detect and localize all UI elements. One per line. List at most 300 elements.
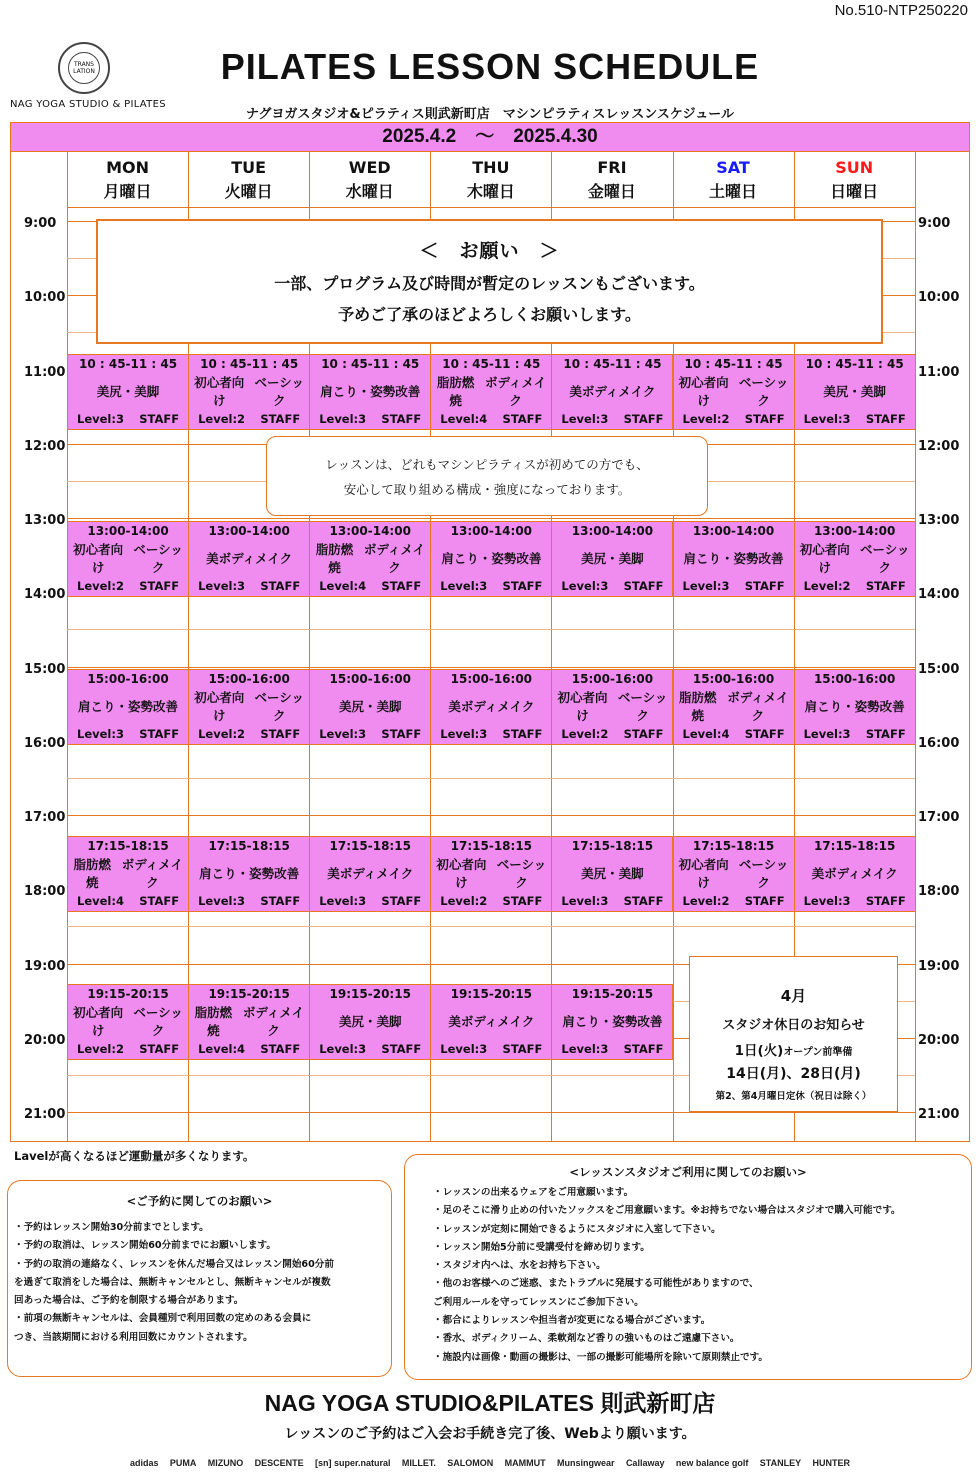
lesson-time: 10 : 45-11 : 45 (563, 357, 662, 371)
lesson-name-line: ボディメイク (727, 690, 789, 723)
studio-rules-title: <レッスンスタジオご利用に関してのお願い> (569, 1165, 807, 1179)
lesson-time: 10 : 45-11 : 45 (200, 357, 299, 371)
lesson-time: 17:15-18:15 (208, 839, 290, 853)
lesson-name (674, 539, 794, 579)
holiday-day1-note: オープン前準備 (783, 1047, 853, 1058)
lesson-name (189, 1002, 309, 1042)
time-label-right: 16:00 (918, 735, 960, 751)
lesson-staff: STAFF (502, 1042, 543, 1056)
info-line-2: 安心して取り組める構成・強度になっております。 (343, 482, 631, 497)
lesson-name-line: ベーシック (496, 857, 547, 890)
time-label-left: 15:00 (24, 661, 66, 677)
lesson-block (430, 836, 552, 912)
note-line: を過ぎて取消をした場合は、無断キャンセルとし、無断キャンセルが複数 (14, 1276, 331, 1288)
note-line: つき、当該期間における利用回数にカウントされます。 (14, 1331, 253, 1343)
lesson-time: 13:00-14:00 (208, 524, 290, 538)
lesson-staff: STAFF (502, 412, 543, 426)
lesson-block (430, 354, 552, 430)
lesson-name (68, 687, 188, 727)
lesson-level: Level:3 (319, 894, 367, 908)
reservation-title: <ご予約に関してのお願い> (126, 1194, 273, 1208)
lesson-time: 15:00-16:00 (329, 672, 411, 686)
day-header-jp-tue: 火曜日 (224, 182, 273, 201)
lesson-name (310, 539, 430, 579)
lesson-name-line: 美尻・美脚 (96, 384, 160, 399)
holiday-day1: 1日(火) (734, 1043, 784, 1059)
lesson-staff: STAFF (381, 412, 422, 426)
lesson-staff: STAFF (623, 894, 664, 908)
studio-rules-list (405, 1184, 971, 1367)
lesson-block (309, 836, 431, 912)
lesson-time: 10 : 45-11 : 45 (684, 357, 783, 371)
time-label-right: 18:00 (918, 884, 960, 900)
note-line: ・足のそこに滑り止めの付いたソックスをご用意願います。※お持ちでない場合はスタジオで購入可能です。 (433, 1205, 901, 1217)
lesson-name-line: 美尻・美脚 (823, 384, 886, 399)
lesson-level: Level:4 (440, 412, 488, 426)
brand-logo: new balance golf (675, 1458, 749, 1468)
lesson-block (188, 354, 310, 430)
brand-logos (130, 1446, 850, 1480)
lesson-block (551, 354, 673, 430)
day-header-en-mon: MON (106, 158, 149, 177)
lesson-block (309, 984, 431, 1060)
lesson-block (188, 836, 310, 912)
grid-row-line (67, 1112, 915, 1113)
lesson-block (551, 669, 673, 745)
lesson-level: Level:3 (319, 1042, 367, 1056)
lesson-staff: STAFF (623, 727, 664, 741)
lesson-level: Level:3 (77, 727, 124, 741)
lesson-name-line: 初心者向け (799, 542, 850, 575)
time-label-left: 16:00 (24, 735, 66, 751)
time-label-left: 17:00 (24, 810, 66, 825)
lesson-staff: STAFF (865, 579, 906, 593)
holiday-rule: 第2、第4月曜日定休（祝日は除く） (715, 1091, 872, 1102)
lesson-time: 19:15-20:15 (571, 987, 654, 1001)
lesson-name-line: 初心者向け (678, 857, 729, 890)
lesson-name-line: ベーシック (860, 542, 910, 575)
lesson-staff: STAFF (139, 412, 180, 426)
brand-logo: DESCENTE (254, 1458, 304, 1468)
lesson-block (67, 354, 189, 430)
lesson-level: Level:3 (198, 579, 246, 593)
lesson-name-line: ベーシック (254, 375, 305, 408)
lesson-name-line: 美尻・美脚 (338, 1014, 402, 1029)
lesson-name-line: 美ボディメイク (448, 1014, 535, 1029)
lesson-name (189, 539, 309, 579)
lesson-name-line: 美ボディメイク (811, 866, 898, 881)
day-header-en-thu: THU (472, 158, 510, 177)
lesson-level: Level:2 (198, 412, 246, 426)
note-line: ・予約の取消の連絡なく、レッスンを休んだ場合又はレッスン開始60分前 (14, 1258, 334, 1270)
reservation-box (7, 1180, 392, 1377)
lesson-name-line: 美ボディメイク (206, 551, 293, 566)
lesson-block (430, 984, 552, 1060)
lesson-time: 13:00-14:00 (692, 524, 775, 538)
time-label-left: 10:00 (24, 290, 66, 306)
lesson-block (188, 984, 310, 1060)
grid-row-line (67, 629, 915, 630)
time-label-left: 11:00 (24, 364, 66, 380)
notice-box (96, 219, 883, 344)
lesson-time: 15:00-16:00 (208, 672, 290, 686)
lesson-staff: STAFF (139, 1042, 180, 1056)
lesson-time: 13:00-14:00 (450, 524, 533, 538)
studio-rules-box (404, 1154, 972, 1380)
holiday-notice (689, 956, 898, 1112)
lesson-staff: STAFF (260, 894, 301, 908)
lesson-level: Level:3 (561, 579, 609, 593)
lesson-name-line: 初心者向け (678, 375, 729, 408)
lesson-staff: STAFF (381, 894, 422, 908)
lesson-level: Level:2 (77, 1042, 124, 1056)
brand-logo: PUMA (169, 1458, 197, 1468)
time-label-left: 20:00 (24, 1032, 66, 1048)
lesson-name-line: 脂肪燃焼 (194, 1005, 233, 1038)
lesson-time: 10 : 45-11 : 45 (805, 357, 904, 371)
day-header-jp-sat: 土曜日 (709, 182, 758, 201)
note-line: ・レッスンが定刻に開始できるようにスタジオに入室して下さい。 (433, 1223, 721, 1235)
lesson-name-line: 美尻・美脚 (338, 699, 402, 714)
lesson-block (673, 669, 795, 745)
lesson-name-line: 脂肪燃焼 (73, 857, 112, 890)
time-label-left: 19:00 (24, 958, 66, 974)
brand-logo: SALOMON (447, 1458, 494, 1468)
lesson-name (431, 687, 551, 727)
lesson-time: 17:15-18:15 (450, 839, 533, 853)
lesson-level: Level:3 (319, 727, 367, 741)
lesson-time: 15:00-16:00 (692, 672, 775, 686)
brand-logo: STANLEY (759, 1458, 802, 1468)
lesson-name-line: 肩こり・姿勢改善 (562, 1014, 663, 1029)
lesson-name (795, 372, 915, 412)
time-label-right: 21:00 (918, 1107, 960, 1122)
holiday-days2: 14日(月)、28日(月) (726, 1066, 861, 1082)
lesson-block (188, 669, 310, 745)
notice-line-1: 一部、プログラム及び時間が暫定のレッスンもございます。 (274, 274, 705, 293)
lesson-staff: STAFF (502, 579, 543, 593)
grid-header-line (67, 207, 915, 208)
grid-row-line (67, 778, 915, 779)
lesson-level: Level:3 (440, 579, 488, 593)
lesson-name-line: 初心者向け (194, 690, 245, 723)
lesson-level: Level:4 (682, 727, 730, 741)
lesson-name-line: ベーシック (738, 857, 789, 890)
lesson-level: Level:2 (440, 894, 488, 908)
note-line: ・レッスン開始5分前に受講受付を締め切ります。 (433, 1241, 650, 1253)
lesson-name (68, 539, 188, 579)
lesson-name-line: ボディメイク (363, 542, 426, 575)
lesson-time: 10 : 45-11 : 45 (442, 357, 541, 371)
lesson-name (552, 372, 672, 412)
time-label-left: 13:00 (24, 513, 66, 528)
lesson-block (673, 354, 795, 430)
time-label-right: 10:00 (918, 290, 960, 306)
time-label-left: 12:00 (24, 438, 66, 454)
lesson-block (794, 836, 916, 912)
lesson-name-line: 脂肪燃焼 (436, 375, 475, 408)
grid-row-line (67, 667, 915, 668)
day-header-en-sun: SUN (835, 158, 874, 177)
lesson-block (430, 669, 552, 745)
note-line: ・香水、ボディクリーム、柔軟剤など香りの強いものはご遠慮下さい。 (433, 1333, 740, 1345)
lesson-block (551, 521, 673, 597)
lesson-name (552, 539, 672, 579)
lesson-name (674, 372, 794, 412)
time-label-right: 12:00 (918, 438, 960, 454)
lesson-time: 13:00-14:00 (571, 524, 654, 538)
lesson-name (68, 1002, 188, 1042)
lesson-block (794, 669, 916, 745)
lesson-name-line: ベーシック (738, 375, 789, 408)
lesson-level: Level:4 (198, 1042, 246, 1056)
lesson-staff: STAFF (260, 727, 301, 741)
lesson-name-line: 肩こり・姿勢改善 (441, 551, 542, 566)
lesson-name (795, 854, 915, 894)
lesson-staff: STAFF (381, 1042, 422, 1056)
lesson-block (673, 836, 795, 912)
lesson-name (431, 372, 551, 412)
footer-title: NAG YOGA STUDIO&PILATES 則武新町店 (264, 1390, 716, 1416)
lesson-staff: STAFF (260, 412, 301, 426)
footer-subtitle: レッスンのご予約はご入会お手続き完了後、Webより願います。 (284, 1426, 696, 1442)
day-header-en-fri: FRI (597, 158, 627, 177)
lesson-time: 17:15-18:15 (813, 839, 896, 853)
lesson-time: 15:00-16:00 (571, 672, 654, 686)
lesson-block (430, 521, 552, 597)
lesson-name-line: 肩こり・姿勢改善 (199, 866, 300, 881)
time-label-right: 20:00 (918, 1032, 960, 1048)
lesson-name (552, 1002, 672, 1042)
lesson-time: 19:15-20:15 (329, 987, 411, 1001)
lesson-level: Level:2 (198, 727, 246, 741)
lesson-name (795, 687, 915, 727)
lesson-level: Level:3 (803, 894, 851, 908)
lesson-name-line: 肩こり・姿勢改善 (804, 699, 905, 714)
lesson-level: Level:3 (77, 412, 124, 426)
lesson-level: Level:2 (561, 727, 609, 741)
lesson-name-line: ボディメイク (242, 1005, 305, 1038)
brand-logo: MAMMUT (504, 1458, 546, 1468)
logo-mark-icon: TRANS LATION (68, 52, 100, 84)
lesson-time: 17:15-18:15 (692, 839, 775, 853)
lesson-name-line: 初心者向け (557, 690, 608, 723)
lesson-staff: STAFF (623, 1042, 664, 1056)
day-header-jp-wed: 水曜日 (345, 182, 394, 201)
page-subtitle: ナグヨガスタジオ&ピラティス則武新町店 マシンピラティスレッスンスケジュール (245, 107, 735, 122)
lesson-staff: STAFF (623, 579, 664, 593)
day-header-en-sat: SAT (716, 158, 750, 177)
lesson-staff: STAFF (744, 579, 785, 593)
lesson-time: 13:00-14:00 (813, 524, 896, 538)
lesson-staff: STAFF (381, 727, 422, 741)
note-line: ・レッスンの出来るウェアをご用意願います。 (433, 1187, 634, 1198)
day-header-en-tue: TUE (231, 158, 267, 177)
lesson-time: 15:00-16:00 (87, 672, 169, 686)
lesson-time: 19:15-20:15 (87, 987, 169, 1001)
lesson-name-line: 初心者向け (436, 857, 487, 890)
lesson-staff: STAFF (260, 579, 301, 593)
lesson-name-line: ベーシック (617, 690, 668, 723)
day-header-jp-mon: 月曜日 (103, 182, 152, 201)
brand-logo: MIZUNO (207, 1458, 244, 1468)
lesson-name (189, 687, 309, 727)
brand-logo: [sn] super.natural (315, 1458, 391, 1468)
lesson-level: Level:3 (440, 727, 488, 741)
lesson-block (794, 521, 916, 597)
lesson-time: 19:15-20:15 (208, 987, 290, 1001)
grid-column-line (915, 152, 916, 1142)
time-label-left: 21:00 (24, 1107, 66, 1122)
lesson-block (67, 836, 189, 912)
notice-line-2: 予めご了承のほどよろしくお願いします。 (338, 305, 641, 324)
lesson-name-line: 美ボディメイク (448, 699, 535, 714)
lesson-time: 19:15-20:15 (450, 987, 533, 1001)
lesson-block (309, 669, 431, 745)
info-box (266, 436, 708, 516)
holiday-month: 4月 (780, 987, 807, 1005)
lesson-time: 15:00-16:00 (813, 672, 896, 686)
lesson-staff: STAFF (139, 894, 180, 908)
lesson-time: 13:00-14:00 (87, 524, 169, 538)
lesson-name (431, 854, 551, 894)
day-header-jp-fri: 金曜日 (587, 182, 636, 201)
lesson-name (431, 539, 551, 579)
lesson-level: Level:3 (561, 894, 609, 908)
lesson-time: 10 : 45-11 : 45 (321, 357, 420, 371)
grid-row-line (67, 518, 915, 519)
lesson-block (794, 354, 916, 430)
grid-row-line (67, 815, 915, 816)
note-line: ・スタジオ内へは、水をお持ち下さい。 (433, 1260, 606, 1272)
grid-row-line (67, 926, 915, 927)
lesson-name-line: ベーシック (133, 542, 183, 575)
note-line: ご利用ルールを守ってレッスンにご参加下さい。 (433, 1296, 644, 1308)
lesson-time: 17:15-18:15 (571, 839, 654, 853)
page-title: PILATES LESSON SCHEDULE (220, 46, 760, 87)
lesson-staff: STAFF (139, 727, 180, 741)
note-line: ・予約の取消は、レッスン開始60分前までにお願いします。 (14, 1240, 276, 1252)
lesson-level: Level:3 (561, 1042, 609, 1056)
lesson-name-line: 初心者向け (73, 542, 124, 575)
note-line: 回あった場合は、ご予約を制限する場合があります。 (14, 1295, 244, 1307)
lesson-staff: STAFF (865, 412, 906, 426)
note-line: ・前項の無断キャンセルは、会員種別で利用回数の定めのある会員に (14, 1313, 312, 1325)
reservation-list (8, 1219, 391, 1347)
lesson-name (310, 687, 430, 727)
time-label-right: 19:00 (918, 958, 960, 974)
lesson-block (67, 669, 189, 745)
lesson-level: Level:3 (440, 1042, 488, 1056)
time-label-right: 14:00 (918, 587, 960, 603)
lesson-block (309, 354, 431, 430)
brand-logo: HUNTER (812, 1458, 850, 1468)
lesson-block (309, 521, 431, 597)
lesson-name-line: ボディメイク (485, 375, 547, 408)
lesson-name (674, 854, 794, 894)
lesson-level: Level:3 (803, 412, 851, 426)
brand-logo: adidas (130, 1458, 159, 1468)
lesson-staff: STAFF (744, 894, 785, 908)
lesson-name-line: ボディメイク (121, 857, 183, 890)
day-header-jp-thu: 木曜日 (466, 182, 515, 201)
lesson-level: Level:3 (198, 894, 246, 908)
note-line: ・予約はレッスン開始30分前までとします。 (14, 1222, 209, 1233)
brand-logo: MILLET. (401, 1458, 436, 1468)
time-label-right: 17:00 (918, 810, 960, 825)
lesson-name (68, 372, 188, 412)
lesson-staff: STAFF (502, 894, 543, 908)
lesson-name (310, 854, 430, 894)
notice-heading: ＜ お願い ＞ (419, 240, 560, 262)
lesson-level: Level:4 (319, 579, 367, 593)
lesson-block (673, 521, 795, 597)
time-label-left: 9:00 (24, 216, 57, 231)
note-line: ・都合によりレッスンや担当者が変更になる場合がございます。 (433, 1315, 711, 1327)
lesson-staff: STAFF (502, 727, 543, 741)
lesson-name-line: ベーシック (254, 690, 305, 723)
lesson-name (431, 1002, 551, 1042)
lesson-block (188, 521, 310, 597)
lesson-time: 17:15-18:15 (329, 839, 411, 853)
lesson-name (674, 687, 794, 727)
day-header-en-wed: WED (348, 158, 391, 177)
time-label-right: 9:00 (918, 216, 951, 231)
lesson-time: 17:15-18:15 (87, 839, 169, 853)
lesson-block (551, 984, 673, 1060)
lesson-block (67, 521, 189, 597)
lesson-time: 15:00-16:00 (450, 672, 533, 686)
time-label-right: 11:00 (918, 364, 960, 380)
lesson-staff: STAFF (139, 579, 180, 593)
lesson-name-line: 脂肪燃焼 (679, 690, 717, 723)
lesson-staff: STAFF (381, 579, 422, 593)
lesson-name-line: 脂肪燃焼 (315, 542, 354, 575)
lesson-staff: STAFF (865, 894, 906, 908)
lesson-level: Level:3 (803, 727, 851, 741)
lesson-name (552, 687, 672, 727)
level-note: Lavelが高くなるほど運動量が多くなります。 (14, 1149, 255, 1163)
time-label-left: 18:00 (24, 884, 66, 900)
lesson-name (310, 372, 430, 412)
time-label-right: 13:00 (918, 513, 960, 528)
lesson-name (189, 854, 309, 894)
lesson-staff: STAFF (260, 1042, 301, 1056)
date-range: 2025.4.2 ～ 2025.4.30 (10, 122, 970, 152)
lesson-name-line: 初心者向け (194, 375, 245, 408)
time-label-left: 14:00 (24, 587, 66, 603)
holiday-title: スタジオ休日のお知らせ (722, 1018, 865, 1033)
brand-logo: Munsingwear (557, 1458, 615, 1468)
brand-logo: Callaway (625, 1458, 665, 1468)
studio-logo-text: NAG YOGA STUDIO & PILATES (10, 99, 166, 110)
time-label-right: 15:00 (918, 661, 960, 677)
lesson-name-line: 美ボディメイク (569, 384, 656, 399)
lesson-name-line: 肩こり・姿勢改善 (683, 551, 784, 566)
lesson-name-line: 肩こり・姿勢改善 (78, 699, 179, 714)
lesson-staff: STAFF (744, 412, 785, 426)
lesson-level: Level:2 (682, 412, 730, 426)
lesson-level: Level:2 (682, 894, 730, 908)
day-header-jp-sun: 日曜日 (830, 182, 879, 201)
lesson-name-line: 美尻・美脚 (581, 866, 644, 881)
lesson-block (551, 836, 673, 912)
info-line-1: レッスンは、どれもマシンピラティスが初めての方でも、 (325, 457, 649, 472)
lesson-level: Level:2 (77, 579, 124, 593)
lesson-staff: STAFF (865, 727, 906, 741)
lesson-name-line: 初心者向け (73, 1005, 124, 1038)
note-line: ・他のお客様へのご迷惑、またトラブルに発展する可能性がありますので、 (433, 1278, 759, 1290)
